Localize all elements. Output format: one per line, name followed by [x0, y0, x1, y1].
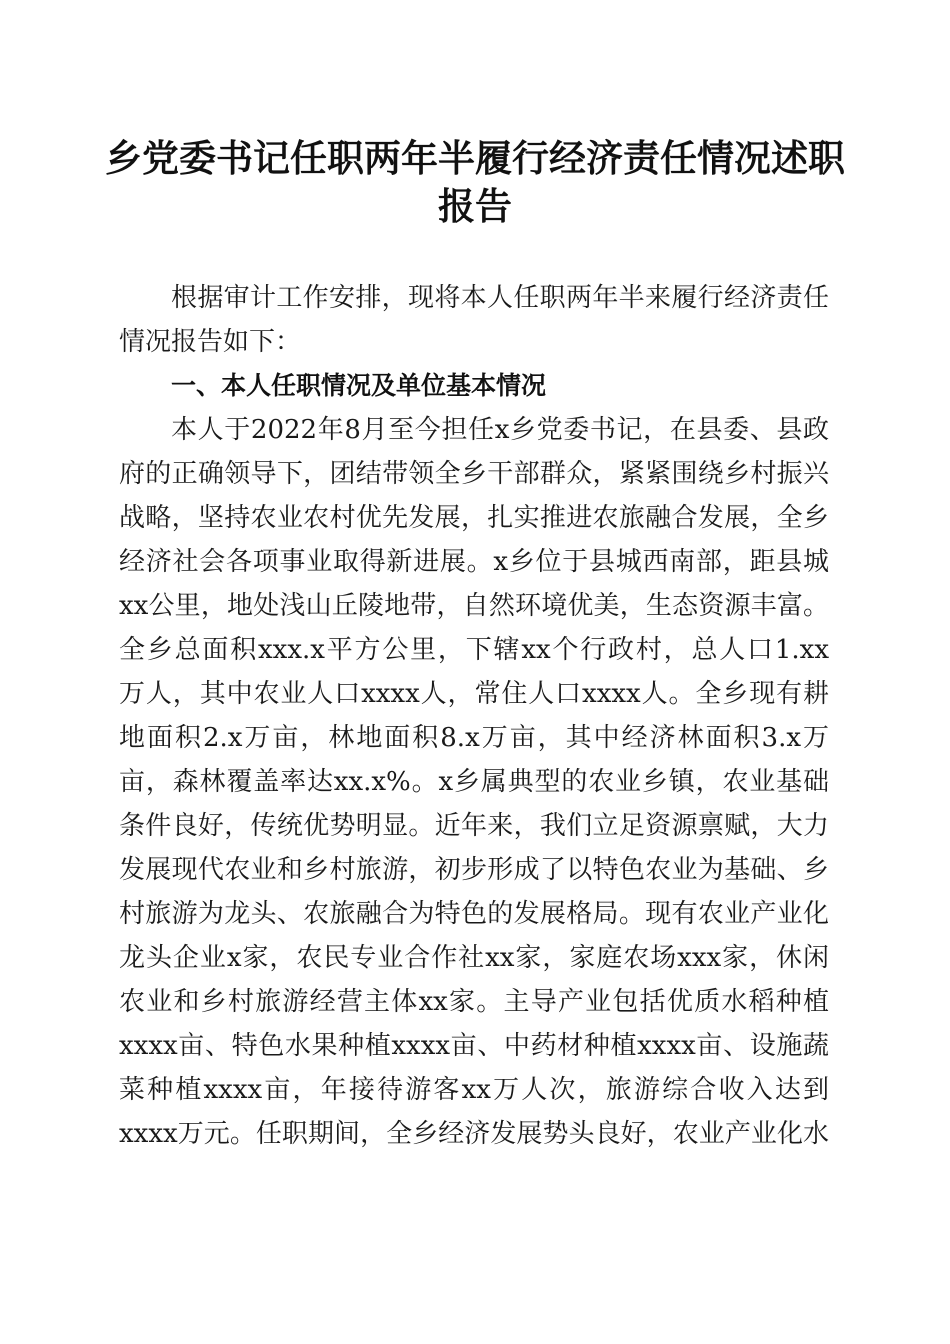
intro-line: 情况报告如下：	[119, 327, 302, 357]
body-line: 龙头企业x家，农民专业合作社xx家，家庭农场xxx家，休闲	[119, 943, 829, 973]
body-line: 万人，其中农业人口xxxx人，常住人口xxxx人。全乡现有耕	[119, 679, 829, 709]
body-line: 菜种植xxxx亩，年接待游客xx万人次，旅游综合收入达到	[119, 1075, 829, 1105]
document-title-line-2: 报告	[438, 184, 512, 228]
body-line: 本人于2022年8月至今担任x乡党委书记，在县委、县政	[171, 415, 829, 445]
body-line: 条件良好，传统优势明显。近年来，我们立足资源禀赋，大力	[119, 811, 829, 841]
body-line: xxxx万元。任职期间，全乡经济发展势头良好，农业产业化水	[119, 1119, 829, 1149]
body-line: 亩，森林覆盖率达xx.x%。x乡属典型的农业乡镇，农业基础	[119, 767, 829, 797]
body-line: 发展现代农业和乡村旅游，初步形成了以特色农业为基础、乡	[119, 855, 829, 885]
body-line: 村旅游为龙头、农旅融合为特色的发展格局。现有农业产业化	[119, 899, 829, 929]
body-line: 战略，坚持农业农村优先发展，扎实推进农旅融合发展，全乡	[119, 503, 829, 533]
body-line: 全乡总面积xxx.x平方公里，下辖xx个行政村，总人口1.xx	[119, 635, 829, 665]
section-heading: 一、本人任职情况及单位基本情况	[171, 371, 547, 400]
body-line: xxxx亩、特色水果种植xxxx亩、中药材种植xxxx亩、设施蔬	[119, 1031, 829, 1061]
intro-line: 根据审计工作安排，现将本人任职两年半来履行经济责任	[171, 283, 829, 313]
body-line: xx公里，地处浅山丘陵地带，自然环境优美，生态资源丰富。	[119, 591, 829, 621]
document-title-line-1: 乡党委书记任职两年半履行经济责任情况述职	[105, 136, 845, 180]
body-line: 农业和乡村旅游经营主体xx家。主导产业包括优质水稻种植	[119, 987, 829, 1017]
body-line: 经济社会各项事业取得新进展。x乡位于县城西南部，距县城	[119, 547, 829, 577]
body-line: 府的正确领导下，团结带领全乡干部群众，紧紧围绕乡村振兴	[119, 459, 829, 489]
body-line: 地面积2.x万亩，林地面积8.x万亩，其中经济林面积3.x万	[119, 723, 829, 753]
